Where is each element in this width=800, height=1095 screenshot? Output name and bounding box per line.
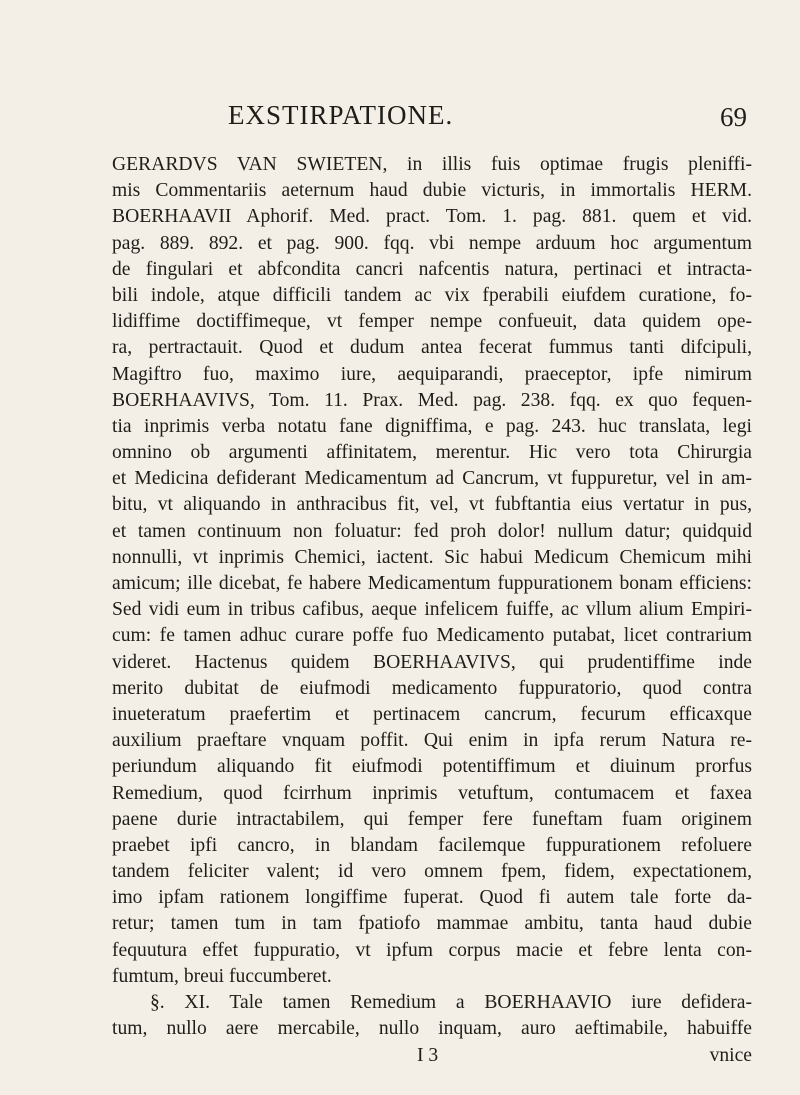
text-line: tandem feliciter valent; id vero omnem fpem, fidem, expectationem, [112,861,752,883]
text-line: tum, nullo aere mercabile, nullo inquam, auro aeftimabile, habuiffe [112,1018,752,1040]
signature-mark: I 3 [417,1045,439,1066]
text-line: amicum; ille dicebat, fe habere Medicamentum fuppurationem bonam efficiens: [112,573,752,594]
text-line: Sed vidi eum in tribus cafibus, aeque infelicem fuiffe, ac vllum alium Empiri- [112,599,752,621]
text-line: BOERHAAVIVS, Tom. 11. Prax. Med. pag. 238. fqq. ex quo fequen- [112,389,752,411]
text-line: fequutura effet fuppuratio, vt ipfum corpus macie et febre lenta con- [112,939,752,961]
text-line: et Medicina defiderant Medicamentum ad Cancrum, vt fuppuretur, vel in am- [112,468,752,490]
page-number: 69 [720,102,747,132]
page-header [0,100,800,140]
body-text [112,152,752,1042]
running-title: EXSTIRPATIONE. [228,100,454,130]
text-line: paene durie intractabilem, qui femper fere funeftam fuam originem [112,808,752,830]
text-line: BOERHAAVII Aphorif. Med. pract. Tom. 1. pag. 881. quem et vid. [112,206,752,228]
text-line: ra, pertractauit. Quod et dudum antea fecerat fummus tanti difcipuli, [112,337,752,359]
text-line: tia inprimis verba notatu fane digniffima, e pag. 243. huc translata, legi [112,415,752,437]
text-line: periundum aliquando fit eiufmodi potentiffimum et diuinum prorfus [112,756,752,778]
text-line: mis Commentariis aeternum haud dubie victuris, in immortalis HERM. [112,180,752,202]
text-line: lidiffime doctiffimeque, vt femper nempe confueuit, data quidem ope- [112,311,752,333]
text-line: bitu, vt aliquando in anthracibus fit, vel, vt fubftantia eius vertatur in pus, [112,494,752,516]
text-line: cum: fe tamen adhuc curare poffe fuo Medicamento putabat, licet contrarium [112,625,752,647]
page-footer [112,1045,752,1073]
text-line: praebet ipfi cancro, in blandam facilemque fuppurationem refoluere [112,834,752,856]
text-line: merito dubitat de eiufmodi medicamento fuppuratorio, quod contra [112,677,752,699]
text-line: nonnulli, vt inprimis Chemici, iactent. Sic habui Medicum Chemicum mihi [112,546,752,568]
text-line: inueteratum praefertim et pertinacem cancrum, fecurum efficaxque [112,703,752,725]
text-line: omnino ob argumenti affinitatem, merentur. Hic vero tota Chirurgia [112,442,752,464]
text-line: bili indole, atque difficili tandem ac vix fperabili eiufdem curatione, fo- [112,284,752,306]
text-line: pag. 889. 892. et pag. 900. fqq. vbi nempe arduum hoc argumentum [112,232,752,254]
catchword: vnice [709,1045,752,1066]
text-line: Remedium, quod fcirrhum inprimis vetuftum, contumacem et faxea [112,782,752,804]
text-line: Magiftro fuo, maximo iure, aequiparandi, praeceptor, ipfe nimirum [112,363,752,385]
text-line: de fingulari et abfcondita cancri nafcentis natura, pertinaci et intracta- [112,258,752,280]
text-line: imo ipfam rationem longiffime fuperat. Quod fi autem tale forte da- [112,887,752,909]
text-line: videret. Hactenus quidem BOERHAAVIVS, qui prudentiffime inde [112,651,752,673]
text-line: GERARDVS VAN SWIETEN, in illis fuis optimae frugis pleniffi- [112,154,752,175]
text-line: fumtum, breui fuccumberet. [112,965,332,987]
text-line: §. XI. Tale tamen Remedium a BOERHAAVIO iure defidera- [150,992,752,1013]
text-line: retur; tamen tum in tam fpatiofo mammae ambitu, tanta haud dubie [112,913,752,935]
text-line: et tamen continuum non foluatur: fed proh dolor! nullum datur; quidquid [112,520,752,542]
text-line: auxilium praeftare vnquam poffit. Qui enim in ipfa rerum Natura re- [112,730,752,752]
